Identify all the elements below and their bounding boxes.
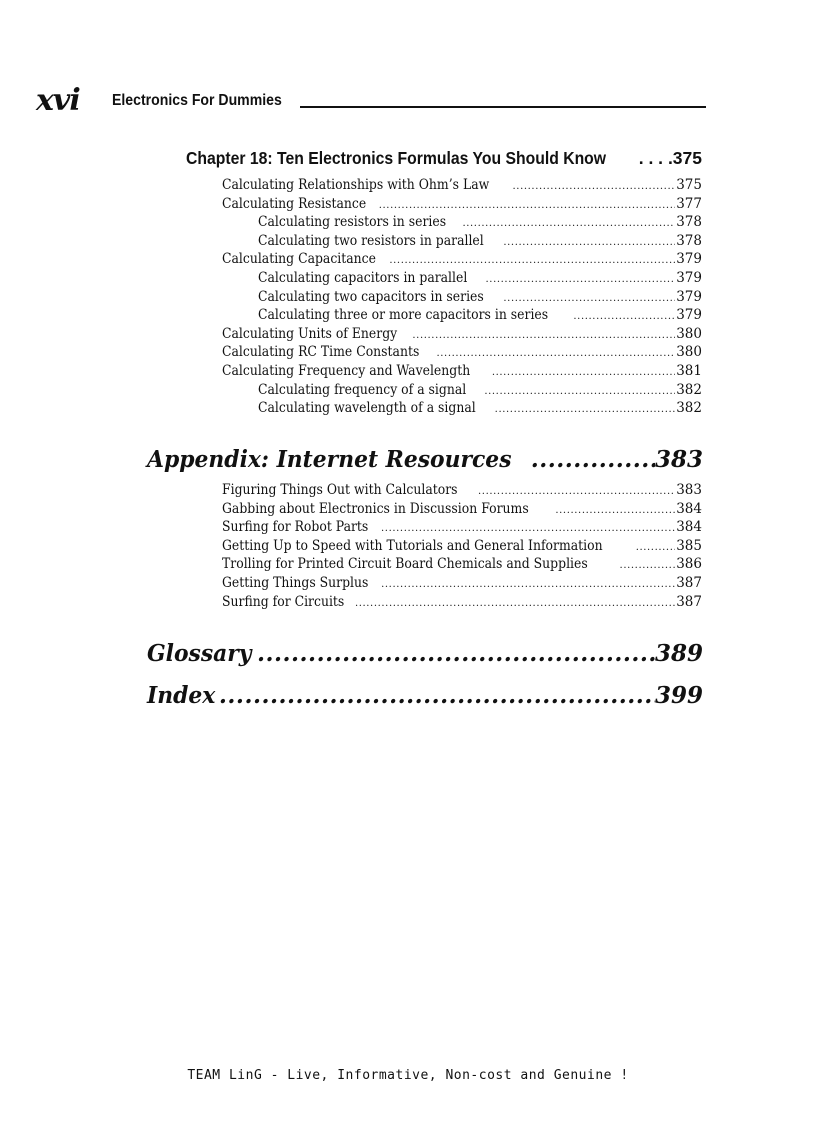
chapter-page: .375 xyxy=(667,148,702,168)
entry-label: Calculating Frequency and Wavelength xyxy=(222,362,471,379)
toc-entry[interactable] xyxy=(222,195,702,214)
entry-page: 378 xyxy=(676,214,702,231)
entry-page: 384 xyxy=(676,500,702,517)
entry-label: Calculating Units of Energy xyxy=(222,325,398,342)
dot-leader xyxy=(219,682,655,709)
toc-entry[interactable] xyxy=(222,500,702,519)
appendix-title: Appendix: Internet Resources xyxy=(147,446,512,473)
toc-subentry[interactable] xyxy=(222,399,702,418)
toc-entry[interactable] xyxy=(222,518,702,537)
entry-label: Surfing for Robot Parts xyxy=(222,519,369,536)
appendix-entries xyxy=(222,481,702,611)
glossary-page: 389 xyxy=(654,640,703,667)
toc-subentry[interactable] xyxy=(222,306,702,325)
entry-page: 387 xyxy=(676,593,702,610)
entry-page: 379 xyxy=(676,307,702,324)
entry-label: Getting Things Surplus xyxy=(222,574,369,591)
page-header xyxy=(36,84,706,118)
entry-label: Gabbing about Electronics in Discussion Forums xyxy=(222,500,529,517)
appendix-heading[interactable] xyxy=(147,446,703,482)
entry-page: 382 xyxy=(676,381,702,398)
entry-page: 383 xyxy=(676,482,702,498)
entry-page: 379 xyxy=(676,288,702,305)
entry-page: 382 xyxy=(676,400,702,417)
entry-label: Trolling for Printed Circuit Board Chemicals and Supplies xyxy=(222,556,588,573)
entry-page: 379 xyxy=(676,251,702,268)
entry-label: Figuring Things Out with Calculators xyxy=(222,482,458,498)
glossary-heading[interactable] xyxy=(147,640,703,676)
toc-entry[interactable] xyxy=(222,325,702,344)
entry-label: Calculating frequency of a signal xyxy=(258,381,467,398)
toc-entry[interactable] xyxy=(222,555,702,574)
appendix-page: 383 xyxy=(654,446,703,473)
entry-label: Getting Up to Speed with Tutorials and General Information xyxy=(222,537,603,554)
entry-label: Calculating Relationships with Ohm’s Law xyxy=(222,177,490,193)
chapter-title: Chapter 18: Ten Electronics Formulas You Should Know xyxy=(186,148,607,168)
toc-entry[interactable] xyxy=(222,250,702,269)
entry-page: 384 xyxy=(676,519,702,536)
entry-label: Calculating Capacitance xyxy=(222,251,376,268)
dot-leader xyxy=(531,446,655,473)
entry-page: 377 xyxy=(676,195,702,212)
index-heading[interactable] xyxy=(147,682,703,718)
toc-subentry[interactable] xyxy=(222,232,702,251)
toc-entry[interactable] xyxy=(222,593,702,612)
toc-entry[interactable] xyxy=(222,362,702,381)
toc-subentry[interactable] xyxy=(222,269,702,288)
entry-label: Surfing for Circuits xyxy=(222,593,345,610)
entry-page: 378 xyxy=(676,232,702,249)
dot-leader xyxy=(257,640,655,667)
page-folio: xvi xyxy=(36,83,80,118)
index-title: Index xyxy=(147,682,216,709)
dot-leader xyxy=(639,148,668,169)
footer-text: TEAM LinG - Live, Informative, Non-cost and Genuine ! xyxy=(187,1068,629,1083)
entry-page: 375 xyxy=(676,177,702,193)
entry-page: 380 xyxy=(676,344,702,361)
entry-label: Calculating wavelength of a signal xyxy=(258,400,476,417)
chapter-18-entries xyxy=(222,176,702,418)
glossary-title: Glossary xyxy=(147,640,252,667)
entry-label: Calculating RC Time Constants xyxy=(222,344,420,361)
toc-entry[interactable] xyxy=(222,574,702,593)
toc-entry[interactable] xyxy=(222,537,702,556)
entry-page: 380 xyxy=(676,325,702,342)
entry-page: 385 xyxy=(676,537,702,554)
index-page: 399 xyxy=(654,682,703,709)
entry-label: Calculating resistors in series xyxy=(258,214,447,231)
entry-label: Calculating capacitors in parallel xyxy=(258,269,468,286)
chapter-18-heading[interactable] xyxy=(186,148,702,172)
toc-entry[interactable] xyxy=(222,343,702,362)
toc-subentry[interactable] xyxy=(222,381,702,400)
header-rule xyxy=(300,106,706,108)
entry-label: Calculating two capacitors in series xyxy=(258,288,484,305)
entry-label: Calculating three or more capacitors in series xyxy=(258,307,549,324)
entry-page: 386 xyxy=(676,556,702,573)
toc-subentry[interactable] xyxy=(222,213,702,232)
toc-subentry[interactable] xyxy=(222,288,702,307)
entry-label: Calculating Resistance xyxy=(222,195,367,212)
toc-entry[interactable] xyxy=(222,481,702,500)
entry-page: 379 xyxy=(676,269,702,286)
entry-page: 387 xyxy=(676,574,702,591)
entry-label: Calculating two resistors in parallel xyxy=(258,232,484,249)
running-title: Electronics For Dummies xyxy=(112,92,282,109)
entry-page: 381 xyxy=(676,362,702,379)
toc-entry[interactable] xyxy=(222,176,702,195)
